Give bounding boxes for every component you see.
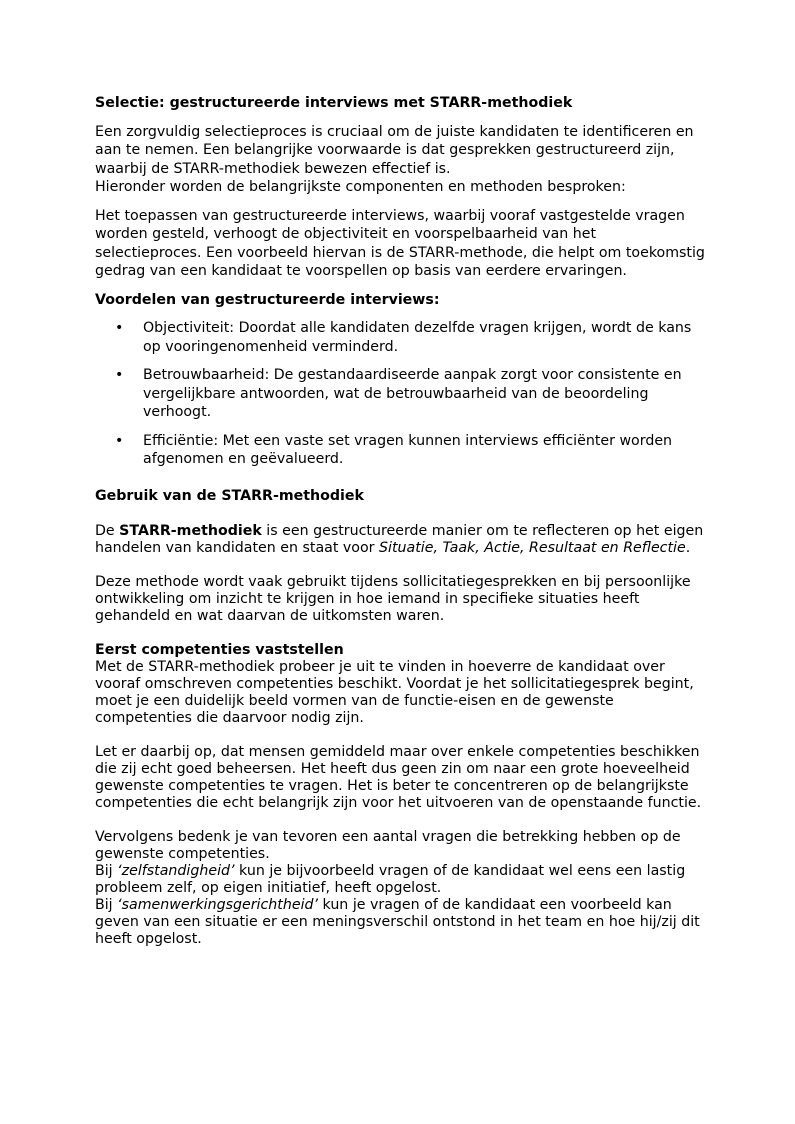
competenties-paragraph-3	[95, 829, 705, 948]
gebruik-text-pre: De	[95, 523, 120, 539]
document-page	[95, 94, 705, 948]
competenties-heading: Eerst competenties vaststellen	[95, 642, 344, 658]
intro-paragraph-1	[95, 123, 705, 197]
intro-paragraph-2: Het toepassen van gestructureerde interviews, waarbij vooraf vastgestelde vragen worden gesteld, verhoogt de objectiviteit en voorspelbaarheid van het selectieproces. Een voorbeeld hiervan is de STARR-methode, die helpt om toekomstig gedrag van een kandidaat te voorspellen op basis van eerdere ervaringen.	[95, 207, 705, 279]
competenties-paragraph-1: Met de STARR-methodiek probeer je uit te vinden in hoeverre de kandidaat over vooraf omschreven competenties beschikt. Voordat je het sollicitatiegesprek begint, moet je een duidelijk beeld vormen van de functie-eisen en de gewenste competenties die daarvoor nodig zijn.	[95, 659, 694, 726]
list-item-text: Objectiviteit: Doordat alle kandidaten dezelfde vragen krijgen, wordt de kans op vooringenomenheid verminderd.	[143, 320, 692, 355]
bullet-icon: •	[115, 367, 124, 383]
bullet-icon: •	[115, 432, 124, 449]
gebruik-heading: Gebruik van de STARR-methodiek	[95, 487, 364, 504]
gebruik-paragraph-2: Deze methode wordt vaak gebruikt tijdens sollicitatiegesprekken en bij persoonlijke ontwikkeling om inzicht te krijgen in hoe iemand in specifieke situaties heeft gehandeld en wat daarvan de uitkomsten waren.	[95, 574, 691, 624]
list-item	[95, 319, 705, 356]
competenties-text-3: Vervolgens bedenk je van tevoren een aantal vragen die betrekking hebben op de gewenste competenties.	[95, 829, 681, 862]
competenties-text-5-post: kun je vragen of de kandidaat een voorbeeld kan geven van een situatie er een meningsverschil ontstond in het team en hoe hij/zij dit heeft opgelost.	[95, 897, 700, 947]
list-item	[95, 366, 705, 422]
list-item-text: Efficiëntie: Met een vaste set vragen kunnen interviews efficiënter worden afgenomen en geëvalueerd.	[143, 432, 673, 467]
list-item-text: Betrouwbaarheid: De gestandaardiseerde aanpak zorgt voor consistente en vergelijkbare antwoorden, wat de betrouwbaarheid van de beoordeling verhoogt.	[143, 367, 682, 420]
gebruik-section	[95, 523, 705, 948]
starr-term: STARR-methodiek	[119, 523, 262, 539]
list-item	[95, 432, 705, 469]
zelfstandigheid-term: ‘zelfstandigheid’	[117, 863, 235, 879]
bullet-icon: •	[115, 320, 124, 336]
intro-text-1b: Hieronder worden de belangrijkste componenten en methoden besproken:	[95, 179, 626, 195]
voordelen-heading: Voordelen van gestructureerde interviews:	[95, 291, 440, 308]
voordelen-list	[95, 319, 705, 469]
intro-text-1: Een zorgvuldig selectieproces is cruciaal om de juiste kandidaten te identificeren en aan te nemen. Een belangrijke voorwaarde is dat gesprekken gestructureerd zijn, waarbij de STARR-methodiek bewezen effectief is.	[95, 123, 694, 177]
gebruik-paragraph-1	[95, 523, 705, 557]
competenties-text-4-post: kun je bijvoorbeeld vragen of de kandidaat wel eens een lastig probleem zelf, op eigen initiatief, heeft opgelost.	[95, 863, 686, 896]
competenties-text-4-pre: Bij	[95, 863, 118, 879]
samenwerkingsgerichtheid-term: ‘samenwerkingsgerichtheid’	[117, 897, 319, 913]
gebruik-text-end: .	[685, 540, 691, 556]
gebruik-text-mid: is een gestructureerde manier om te reflecteren op het eigen handelen van kandidaten en staat voor	[95, 523, 704, 556]
document-title: Selectie: gestructureerde interviews met STARR-methodiek	[95, 95, 573, 111]
competenties-paragraph-2: Let er daarbij op, dat mensen gemiddeld maar over enkele competenties beschikken die zij echt goed beheersen. Het heeft dus geen zin om naar een grote hoeveelheid gewenste competenties te vragen. Het is beter te concentreren op de belangrijkste competenties die echt belangrijk zijn voor het uitvoeren van de openstaande functie.	[95, 744, 702, 811]
starr-expansion: Situatie, Taak, Actie, Resultaat en Reflectie	[379, 540, 686, 556]
competenties-text-5-pre: Bij	[95, 897, 118, 913]
